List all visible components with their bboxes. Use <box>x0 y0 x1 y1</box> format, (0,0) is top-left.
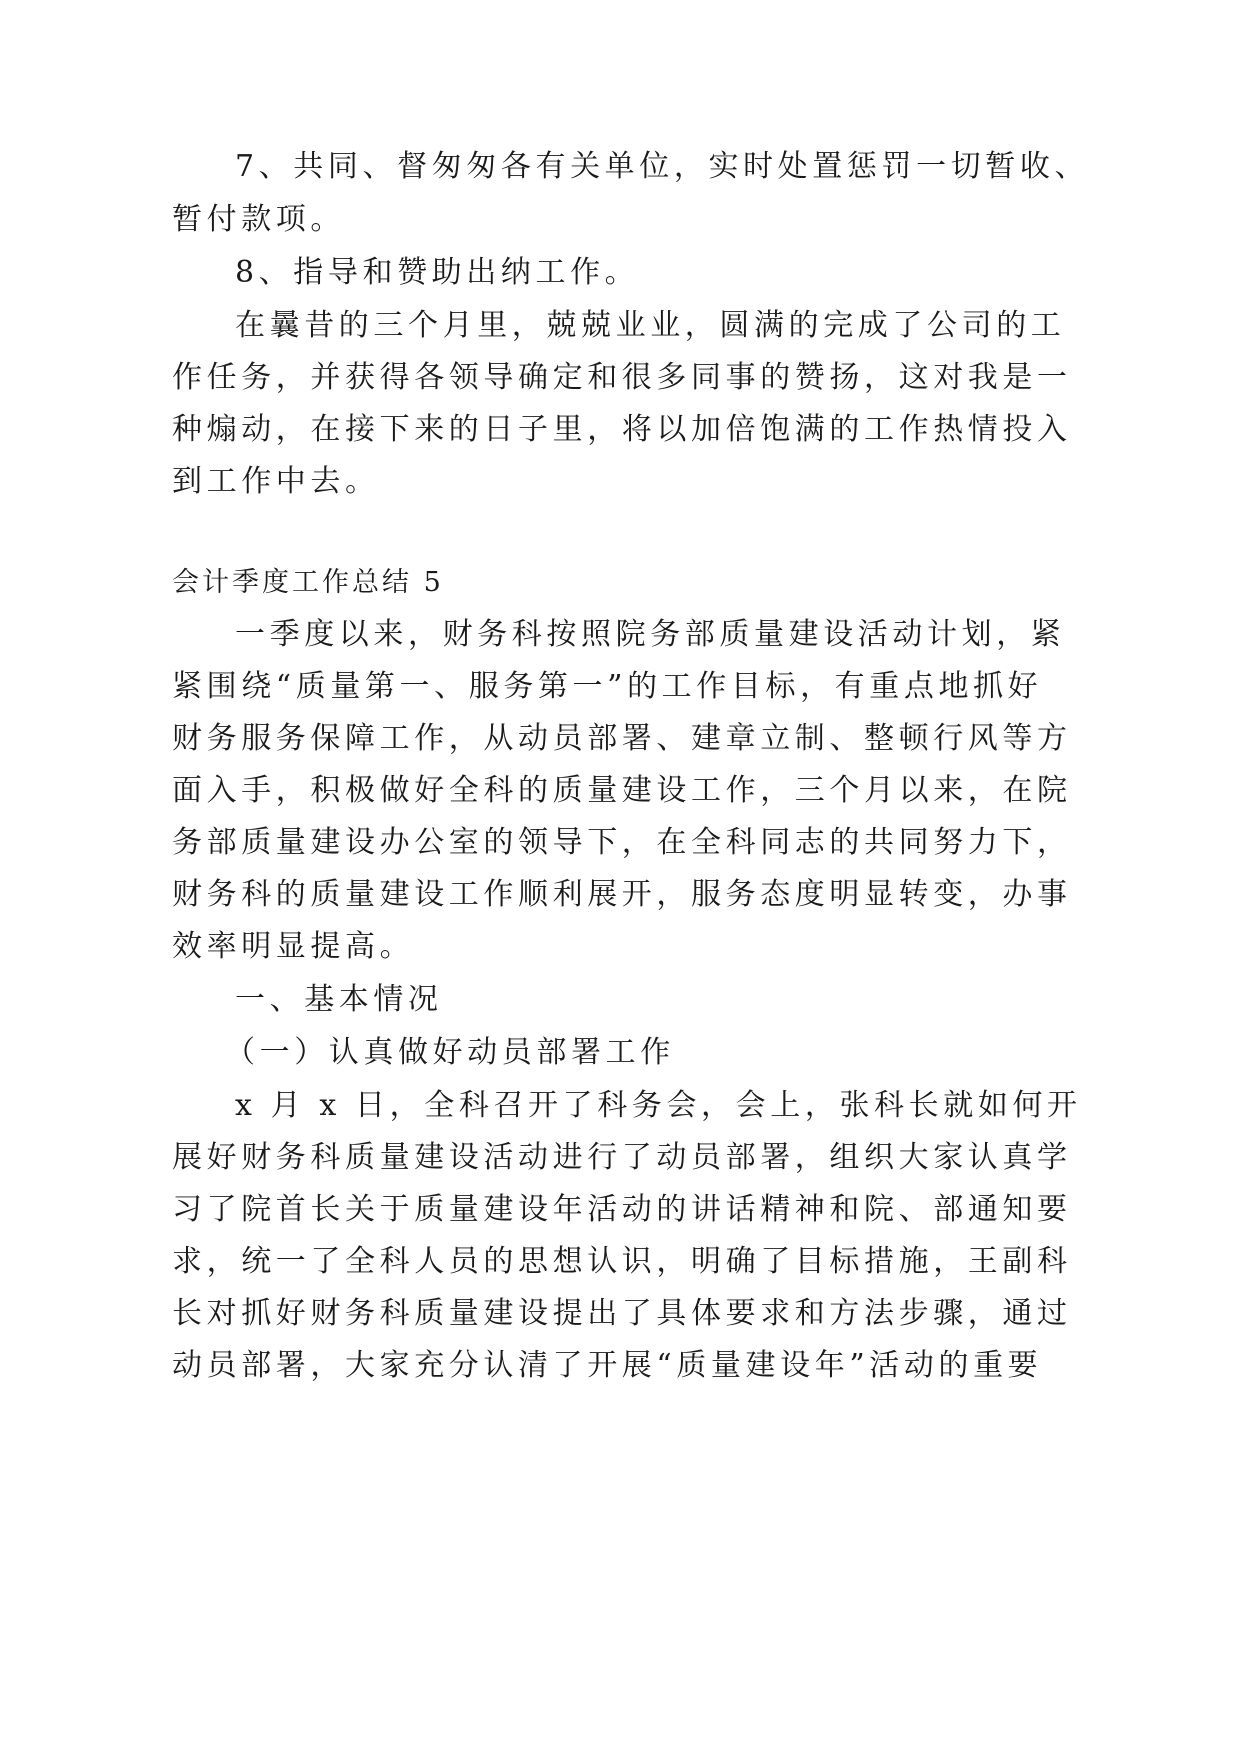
heading-basic-situation: 一、基本情况 <box>235 982 443 1017</box>
para-line6: 动员部署，大家充分认清了开展“质量建设年”活动的重要 <box>172 1348 1043 1383</box>
para-line2: 展好财务科质量建设活动进行了动员部署，组织大家认真学 <box>172 1140 1072 1175</box>
item7-line2: 暂付款项。 <box>172 202 345 237</box>
subheading-mobilization: （一）认真做好动员部署工作 <box>225 1035 675 1070</box>
intro-line6: 财务科的质量建设工作顺利展开，服务态度明显转变，办事 <box>172 877 1072 912</box>
closing-line3: 种煽动，在接下来的日子里，将以加倍饱满的工作热情投入 <box>172 412 1072 447</box>
section-title: 会计季度工作总结 5 <box>172 567 444 598</box>
closing-line2: 作任务，并获得各领导确定和很多同事的赞扬，这对我是一 <box>172 360 1072 395</box>
intro-line3: 财务服务保障工作，从动员部署、建章立制、整顿行风等方 <box>172 721 1072 756</box>
intro-line5: 务部质量建设办公室的领导下，在全科同志的共同努力下， <box>172 825 1072 860</box>
closing-line1: 在曩昔的三个月里，兢兢业业，圆满的完成了公司的工 <box>235 308 1066 343</box>
item7-line1: 7、共同、督匆匆各有关单位，实时处置惩罚一切暂收、 <box>235 149 1090 184</box>
item8-line: 8、指导和赞助出纳工作。 <box>235 255 640 290</box>
intro-line4: 面入手，积极做好全科的质量建设工作，三个月以来，在院 <box>172 773 1072 808</box>
para-line1: x 月 x 日，全科召开了科务会，会上，张科长就如何开 <box>235 1088 1082 1123</box>
closing-line4: 到工作中去。 <box>172 464 380 499</box>
para-line4: 求，统一了全科人员的思想认识，明确了目标措施，王副科 <box>172 1244 1072 1279</box>
intro-line2: 紧围绕“质量第一、服务第一”的工作目标，有重点地抓好 <box>172 669 1043 704</box>
intro-line1: 一季度以来，财务科按照院务部质量建设活动计划，紧 <box>235 617 1066 652</box>
para-line5: 长对抓好财务科质量建设提出了具体要求和方法步骤，通过 <box>172 1296 1072 1331</box>
intro-line7: 效率明显提高。 <box>172 929 415 964</box>
para-line3: 习了院首长关于质量建设年活动的讲话精神和院、部通知要 <box>172 1192 1072 1227</box>
